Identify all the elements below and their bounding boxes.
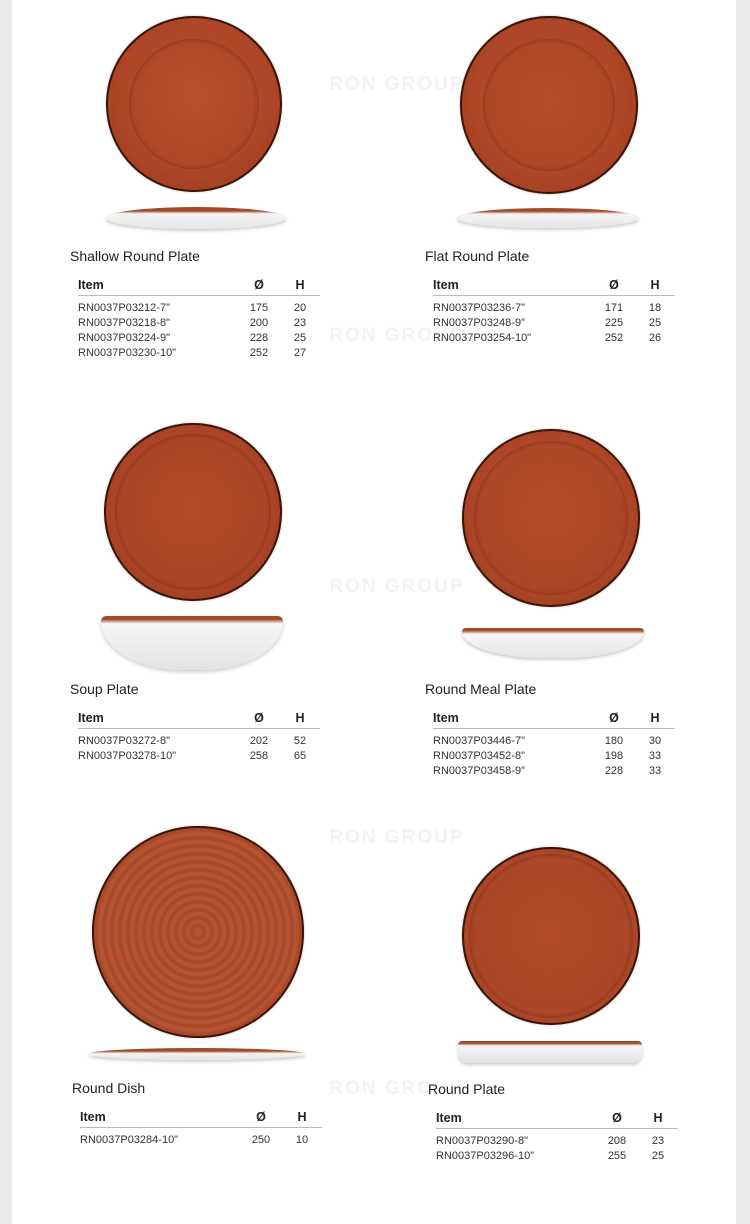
column-header-diameter: Ø [593, 711, 635, 729]
column-header-height: H [635, 711, 675, 729]
column-header-item: Item [78, 711, 238, 729]
product-shallow-round-plate [68, 10, 398, 359]
product-name: Round Plate [428, 1081, 506, 1097]
column-header-item: Item [436, 1111, 596, 1129]
column-header-item: Item [78, 278, 238, 296]
plate-top-view-image [92, 826, 304, 1038]
product-name: Flat Round Plate [425, 248, 530, 264]
plate-side-view-image [457, 208, 639, 228]
column-header-item: Item [433, 711, 593, 729]
table-row: RN0037P03452-8" 198 33 [433, 750, 662, 762]
product-round-plate [426, 843, 750, 1173]
plate-side-view-image [88, 1048, 306, 1060]
plate-top-view-image [462, 429, 640, 607]
column-header-item: Item [80, 1110, 240, 1128]
table-row: RN0037P03218-8" 200 23 [78, 317, 307, 329]
table-row: RN0037P03248-9" 225 25 [433, 317, 662, 329]
plate-top-view-image [462, 847, 640, 1025]
product-name: Round Meal Plate [425, 681, 537, 697]
plate-side-view-image [101, 616, 283, 670]
catalog-page [12, 0, 736, 1224]
spec-table [436, 1111, 678, 1163]
table-row: RN0037P03458-9" 228 33 [433, 765, 662, 777]
table-row: RN0037P03272-8" 202 52 [78, 735, 307, 747]
spec-table [80, 1110, 322, 1147]
table-row: RN0037P03224-9" 228 25 [78, 332, 307, 344]
plate-top-view-image [104, 423, 282, 601]
spec-table [433, 711, 675, 778]
product-soup-plate [68, 443, 398, 773]
table-row: RN0037P03284-10" 250 10 [80, 1134, 309, 1146]
product-name: Shallow Round Plate [70, 248, 200, 264]
column-header-diameter: Ø [240, 1110, 282, 1128]
column-header-diameter: Ø [238, 711, 280, 729]
spec-table [433, 278, 675, 345]
table-row: RN0037P03236-7" 171 18 [433, 302, 662, 314]
spec-table [78, 711, 320, 763]
column-header-item: Item [433, 278, 593, 296]
plate-side-view-image [106, 207, 286, 229]
column-header-height: H [280, 711, 320, 729]
plate-top-view-image [460, 16, 638, 194]
table-row: RN0037P03230-10" 252 27 [78, 347, 307, 359]
product-name: Round Dish [72, 1080, 146, 1096]
plate-top-view-image [106, 16, 282, 192]
product-name: Soup Plate [70, 681, 139, 697]
column-header-diameter: Ø [593, 278, 635, 296]
column-header-height: H [635, 278, 675, 296]
product-round-meal-plate [423, 443, 750, 777]
column-header-height: H [280, 278, 320, 296]
table-row: RN0037P03290-8" 208 23 [436, 1135, 665, 1147]
column-header-height: H [638, 1111, 678, 1129]
column-header-diameter: Ø [596, 1111, 638, 1129]
table-row: RN0037P03296-10" 255 25 [436, 1150, 665, 1162]
column-header-diameter: Ø [238, 278, 280, 296]
table-row: RN0037P03212-7" 175 20 [78, 302, 307, 314]
table-row: RN0037P03446-7" 180 30 [433, 735, 662, 747]
table-row: RN0037P03254-10" 252 26 [433, 332, 662, 344]
table-row: RN0037P03278-10" 258 65 [78, 750, 307, 762]
plate-side-view-image [462, 628, 644, 658]
product-round-dish [70, 842, 400, 1172]
plate-side-view-image [458, 1041, 642, 1063]
product-flat-round-plate [423, 10, 750, 344]
column-header-height: H [282, 1110, 322, 1128]
spec-table [78, 278, 320, 360]
